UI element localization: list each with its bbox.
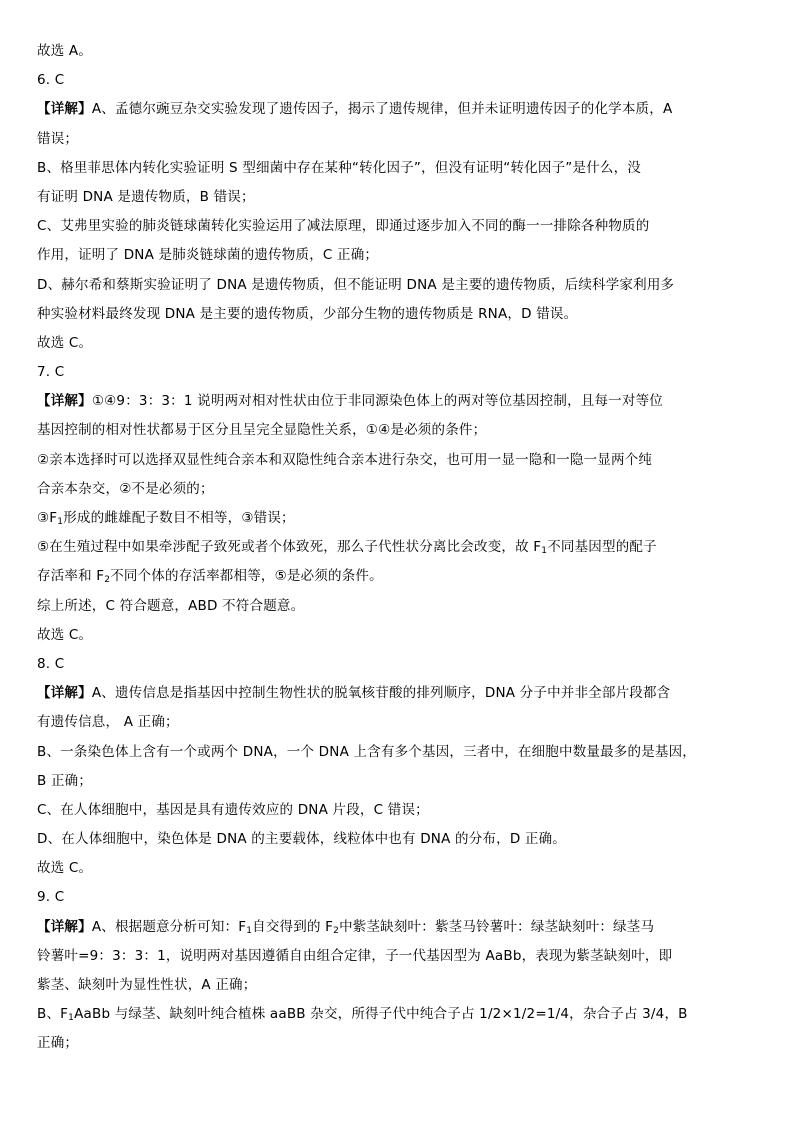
text-line bbox=[37, 767, 759, 796]
line-text: 合亲本杂交，②不是必须的； bbox=[37, 480, 214, 497]
line-text: 铃薯叶=9：3：3：1，说明两对基因遵循自由组合定律，子一代基因型为 AaBb，表现为紫茎缺刻叶，即 bbox=[37, 947, 673, 964]
line-text: D、在人体细胞中，染色体是 DNA 的主要载体，线粒体中也有 DNA 的分布，D 正确。 bbox=[37, 831, 567, 848]
question-number bbox=[37, 358, 759, 387]
question-number bbox=[37, 650, 759, 679]
detail-tag: 【详解】 bbox=[37, 685, 92, 702]
text-line bbox=[37, 183, 759, 212]
question-number bbox=[37, 883, 759, 912]
subscript: 2 bbox=[104, 575, 111, 586]
line-text: 综上所述，C 符合题意，ABD 不符合题意。 bbox=[37, 597, 305, 614]
line-text: D、赫尔希和蔡斯实验证明了 DNA 是遗传物质，但不能证明 DNA 是主要的遗传物质，后续科学家利用多 bbox=[37, 276, 675, 293]
text-line bbox=[37, 271, 759, 300]
line-text: A、孟德尔豌豆杂交实验发现了遗传因子，揭示了遗传规律，但并未证明遗传因子的化学本质，A bbox=[91, 101, 673, 118]
text-line bbox=[37, 416, 759, 445]
text-line bbox=[37, 942, 759, 971]
text-line bbox=[37, 1000, 759, 1029]
line-text: 7. C bbox=[37, 364, 65, 381]
text-line bbox=[37, 504, 759, 533]
subscript: 2 bbox=[333, 925, 340, 936]
text-line bbox=[37, 562, 759, 591]
text-line bbox=[37, 95, 759, 124]
line-text: B、F bbox=[37, 1006, 69, 1023]
detail-tag: 【详解】 bbox=[37, 101, 92, 118]
text-line bbox=[37, 621, 759, 650]
line-text: C、艾弗里实验的肺炎链球菌转化实验运用了减法原理，即通过逐步加入不同的酶一一排除各种物质的 bbox=[37, 218, 650, 235]
text-line bbox=[37, 300, 759, 329]
text-line bbox=[37, 37, 759, 66]
detail-tag: 【详解】 bbox=[37, 393, 92, 410]
line-text: 故选 C。 bbox=[37, 334, 93, 351]
text-line bbox=[37, 329, 759, 358]
line-text: 不同个体的存活率都相等，⑤是必须的条件。 bbox=[110, 568, 383, 585]
line-text: 故选 C。 bbox=[37, 626, 93, 643]
line-text: 不同基因型的配子 bbox=[547, 539, 657, 556]
subscript: 1 bbox=[57, 517, 64, 527]
line-text: 9. C bbox=[37, 889, 65, 906]
line-text: 6. C bbox=[37, 72, 65, 89]
line-text: 有遗传信息， A 正确； bbox=[37, 714, 179, 731]
subscript: 1 bbox=[68, 1013, 75, 1024]
subscript: 1 bbox=[541, 546, 548, 557]
line-text: A、根据题意分析可知：F bbox=[91, 918, 247, 935]
line-text: C、在人体细胞中，基因是具有遗传效应的 DNA 片段，C 错误； bbox=[37, 801, 429, 818]
line-text: 形成的雌雄配子数目不相等，③错误； bbox=[63, 510, 295, 526]
line-text: 错误； bbox=[37, 130, 79, 147]
detail-tag: 【详解】 bbox=[37, 918, 92, 935]
text-line bbox=[37, 241, 759, 270]
text-line bbox=[37, 154, 759, 183]
text-line bbox=[37, 679, 759, 708]
line-text: 紫茎、缺刻叶为显性性状，A 正确； bbox=[37, 977, 257, 993]
subscript: 1 bbox=[246, 925, 253, 936]
text-line bbox=[37, 475, 759, 504]
question-number bbox=[37, 66, 759, 95]
text-line bbox=[37, 708, 759, 737]
line-text: 8. C bbox=[37, 655, 65, 672]
line-text: ①④9：3：3：1 说明两对相对性状由位于非同源染色体上的两对等位基因控制，且每一对等位 bbox=[91, 393, 663, 410]
text-line bbox=[37, 796, 759, 825]
line-text: 种实验材料最终发现 DNA 是主要的遗传物质，少部分生物的遗传物质是 RNA，D 错误。 bbox=[37, 305, 578, 322]
line-text: 故选 C。 bbox=[37, 860, 93, 877]
line-text: ②亲本选择时可以选择双显性纯合亲本和双隐性纯合亲本进行杂交，也可用一显一隐和一隐一显两个纯 bbox=[37, 451, 653, 468]
line-text: 故选 A。 bbox=[37, 43, 93, 59]
text-line bbox=[37, 212, 759, 241]
line-text: B、一条染色体上含有一个或两个 DNA，一个 DNA 上含有多个基因，三者中，在细胞中数量最多的是基因， bbox=[37, 743, 696, 760]
line-text: A、遗传信息是指基因中控制生物性状的脱氧核苷酸的排列顺序，DNA 分子中并非全部片段都含 bbox=[91, 685, 671, 702]
text-line bbox=[37, 825, 759, 854]
text-line bbox=[37, 125, 759, 154]
line-text: 基因控制的相对性状都易于区分且呈完全显隐性关系，①④是必须的条件； bbox=[37, 422, 487, 439]
text-line bbox=[37, 387, 759, 416]
text-line bbox=[37, 533, 759, 562]
line-text: AaBb 与绿茎、缺刻叶纯合植株 aaBB 杂交，所得子代中纯合子占 1/2×1/2=1/4，杂合子占 3/4，B bbox=[74, 1006, 688, 1023]
text-line bbox=[37, 1029, 759, 1058]
text-line bbox=[37, 854, 759, 883]
text-line bbox=[37, 913, 759, 942]
line-text: B、格里菲思体内转化实验证明 S 型细菌中存在某种“转化因子”，但没有证明“转化因子”是什么，没 bbox=[37, 159, 641, 176]
line-text: 存活率和 F bbox=[37, 568, 105, 585]
text-line bbox=[37, 446, 759, 475]
document-page bbox=[37, 37, 759, 1059]
line-text: 有证明 DNA 是遗传物质，B 错误； bbox=[37, 188, 255, 205]
line-text: ③F bbox=[37, 510, 58, 526]
text-line bbox=[37, 738, 759, 767]
text-line bbox=[37, 592, 759, 621]
line-text: 自交得到的 F bbox=[252, 918, 334, 935]
line-text: 正确； bbox=[37, 1035, 79, 1052]
line-text: 作用，证明了 DNA 是肺炎链球菌的遗传物质，C 正确； bbox=[37, 247, 379, 264]
line-text: ⑤在生殖过程中如果牵涉配子致死或者个体致死，那么子代性状分离比会改变，故 F bbox=[37, 539, 542, 556]
line-text: B 正确； bbox=[37, 772, 93, 789]
line-text: 中紫茎缺刻叶：紫茎马铃薯叶：绿茎缺刻叶：绿茎马 bbox=[339, 918, 655, 935]
text-line bbox=[37, 971, 759, 1000]
